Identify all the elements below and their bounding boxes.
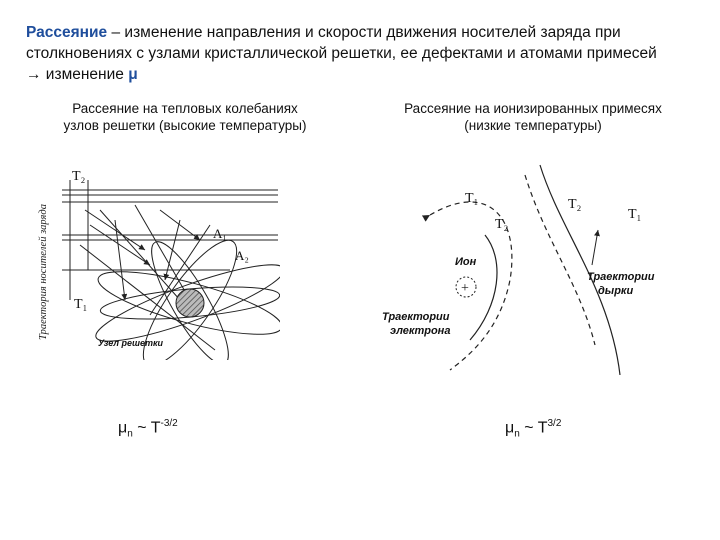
- term-scattering: Рассеяние: [26, 24, 108, 41]
- lattice-node: [176, 289, 204, 317]
- formula-lattice-base: μ: [118, 419, 128, 437]
- label-T2-left: T₂: [495, 217, 509, 232]
- formula-lattice-sub: n: [127, 428, 133, 440]
- lattice-scattering-diagram: [30, 150, 280, 360]
- electron-label-line2: электрона: [390, 325, 451, 337]
- electron-label-line1: Траектории: [382, 311, 450, 323]
- hole-trajectory-inner: [525, 175, 595, 345]
- left-caption-line2: узлов решетки (высокие температуры): [63, 118, 307, 133]
- hole-trajectory-arrow: [592, 230, 598, 265]
- ion-sign: +: [461, 281, 469, 296]
- formula-impurity-rel: ~ T: [519, 419, 548, 437]
- formula-impurity-base: μ: [505, 419, 515, 437]
- formula-lattice-rel: ~ T: [132, 419, 161, 437]
- impurity-scattering-diagram: [380, 160, 680, 375]
- label-T1: T₁: [74, 297, 88, 312]
- label-T1-right: T₁: [628, 207, 642, 222]
- label-A1: A₁: [213, 226, 227, 241]
- formula-lattice-exp: -3/2: [160, 418, 178, 429]
- left-caption-line1: Рассеяние на тепловых колебаниях: [72, 101, 298, 116]
- left-caption: [40, 100, 330, 134]
- right-caption: [388, 100, 678, 134]
- mobility-symbol: μ: [128, 66, 138, 83]
- node-label: Узел решетки: [98, 338, 164, 348]
- right-caption-line1: Рассеяние на ионизированных примесях: [404, 101, 662, 116]
- hole-label-line2: дырки: [598, 285, 634, 297]
- formula-impurity-exp: 3/2: [547, 418, 562, 429]
- intro-paragraph: [26, 22, 696, 85]
- label-T2: T₂: [72, 169, 86, 184]
- hole-label-line1: Траектории: [587, 271, 655, 283]
- right-caption-line2: (низкие температуры): [464, 118, 602, 133]
- label-T1-left: T₁: [465, 191, 479, 206]
- formula-lattice: [118, 418, 178, 440]
- formula-impurity-sub: n: [514, 428, 520, 440]
- ion-label: Ион: [455, 256, 477, 268]
- formula-impurity: [505, 418, 561, 440]
- label-A2: A₂: [235, 248, 249, 263]
- consequence-text: → изменение: [26, 66, 129, 83]
- label-T2-right: T₂: [568, 197, 582, 212]
- definition-text: – изменение направления и скорости движения носителей заряда при столкновениях с узлами кристаллической решетки, ее дефектами и атомами примесей: [26, 24, 657, 62]
- carrier-trajectory-vertical-label: Траектория носителей заряда: [38, 204, 49, 340]
- trajectory-lines: [62, 180, 278, 300]
